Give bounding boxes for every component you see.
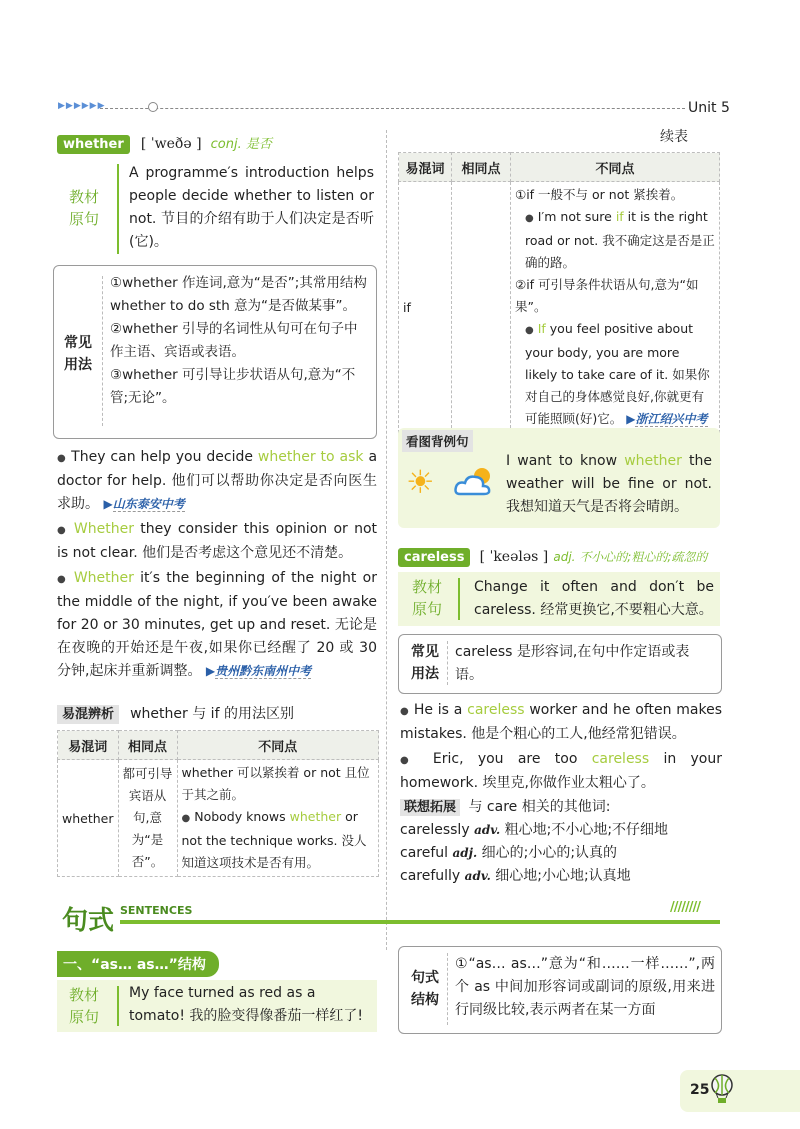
source-marker	[117, 986, 119, 1026]
source-label: 教材 原句	[69, 986, 100, 1026]
source-sentence: Change it often and don′t be careless. 经常更换它,不要粗心大意。	[474, 579, 714, 618]
structure-label: 句式 结构	[411, 970, 439, 1008]
table-header: 易混词	[399, 153, 452, 182]
source-tag: ▶贵州黔东南州中考	[205, 664, 312, 678]
cell-word: if	[399, 182, 452, 433]
table-row	[58, 760, 379, 877]
continued-label: 续表	[660, 129, 688, 145]
careless-entry	[398, 546, 723, 565]
usage-text: ①whether 作连词,意为“是否”;其常用结构 whether to do sth 意为“是否做某事”。 ②whether 引导的名词性从句可在句子中作主语、宾语或表语。 ③whether 可引导让步状语从句,意为“不管;无论”。	[110, 275, 367, 406]
expand-title: 与 care 相关的其他词:	[468, 799, 611, 815]
table-header: 不同点	[177, 731, 379, 760]
structure-text: ①“as… as…”意为“和……一样……”,两个 as 中间加形容词或副词的原级,用来进行同级比较,表示两者在某一方面	[455, 956, 715, 1018]
list-item: careful adj. 细心的;小心的;认真的	[400, 845, 618, 861]
sentences-stripes: ////////	[670, 900, 700, 915]
cell-diff: ①if 一般不与 or not 紧挨着。 ● I′m not sure if it is the right road or not. 我不确定这是否是正确的路。 ②if 可引导条件状语从句,意为“如果”。 ● If you feel positive about your body, you are more likely to take care of it. 如果你对自己的身体感觉良好,你就更有可能照顾(好)它。 ▶浙江绍兴中考	[511, 182, 720, 433]
usage-text: careless 是形容词,在句中作定语或表语。	[455, 644, 690, 683]
source-marker	[458, 578, 460, 620]
table-row	[399, 182, 720, 433]
table-header: 易混词	[58, 731, 119, 760]
usage-label: 常见 用法	[411, 644, 439, 682]
source-tag: ▶山东泰安中考	[103, 497, 185, 511]
source-label: 教材 原句	[69, 188, 100, 228]
source-sentence: My face turned as red as a tomato! 我的脸变得像番茄一样红了!	[129, 985, 364, 1024]
structure-divider	[447, 953, 448, 1025]
pos-meaning: adj. 不小心的;粗心的;疏忽的	[553, 550, 708, 564]
source-tag: ▶浙江绍兴中考	[626, 412, 708, 426]
usage-divider	[447, 641, 448, 685]
usage-divider	[102, 276, 103, 426]
partly-cloudy-icon	[452, 464, 496, 502]
picture-sentence: I want to know whether the weather will be fine or not. 我想知道天气是否将会晴朗。	[506, 453, 712, 515]
table-header-row	[399, 153, 720, 182]
picture-example-box	[398, 428, 720, 528]
header-line	[100, 108, 685, 109]
example-item: ● Eric, you are too careless in your homework. 埃里克,你做作业太粗心了。	[400, 751, 722, 791]
example-item: ● Whether it′s the beginning of the night or the middle of the night, if you′ve been awake for 20 or 30 minutes, get up and reset. 无论是在夜晚的开始还是午夜,如果你已经醒了 20 或 30 分钟,起床并重新调整。 ▶贵州黔东南州中考	[57, 570, 378, 679]
source-marker	[117, 164, 119, 254]
word-badge-careless: careless	[398, 548, 470, 567]
cell-word: whether	[58, 760, 119, 877]
sentences-title-en: SENTENCES	[120, 904, 193, 917]
word-badge-whether: whether	[57, 135, 130, 154]
structure-box	[398, 946, 722, 1034]
source-block-whether	[57, 158, 377, 262]
table-header-row	[58, 731, 379, 760]
expand-label: 联想拓展	[400, 799, 460, 816]
confuse-title: whether 与 if 的用法区别	[130, 706, 294, 722]
confuse-heading	[57, 703, 377, 723]
careless-examples	[400, 699, 722, 795]
sentence-subtitle: 一、“as… as…”结构	[57, 951, 219, 977]
confuse-table	[57, 730, 379, 877]
source-block-careless	[398, 572, 720, 626]
header-dot	[148, 102, 158, 112]
sentences-heading	[56, 898, 722, 938]
sun-icon: ☀	[406, 463, 435, 501]
sentences-title: 句式	[62, 906, 115, 936]
expand-section	[400, 796, 722, 888]
phonetic: [ ˈweðə ]	[140, 136, 202, 152]
usage-label: 常见 用法	[64, 335, 92, 373]
usage-box-whether	[53, 265, 377, 439]
picture-label: 看图背例句	[402, 430, 473, 452]
table-header: 不同点	[511, 153, 720, 182]
source-label: 教材 原句	[412, 578, 443, 618]
table-header: 相同点	[452, 153, 511, 182]
cell-same	[452, 182, 511, 433]
sentences-rule	[120, 920, 720, 924]
example-item: ● They can help you decide whether to ask a doctor for help. 他们可以帮助你决定是否向医生求助。 ▶山东泰安中考	[57, 449, 378, 512]
header-arrows: ▶▶▶▶▶▶	[58, 101, 106, 111]
cell-diff: whether 可以紧挨着 or not 且位于其之前。 ● Nobody knows whether or not the technique works. 没人知道这项技术是否有用。	[177, 760, 379, 877]
column-divider	[386, 130, 387, 950]
whether-examples	[57, 446, 377, 683]
whether-entry	[57, 133, 387, 152]
list-item: carefully adv. 细心地;小心地;认真地	[400, 868, 631, 884]
unit-label: Unit 5	[688, 100, 730, 116]
source-sentence: A programme′s introduction helps people decide whether to listen or not. 节目的介绍有助于人们决定是否听(它)。	[129, 165, 374, 250]
page-number: 25	[690, 1082, 710, 1098]
example-item: ● He is a careless worker and he often makes mistakes. 他是个粗心的工人,他经常犯错误。	[400, 702, 723, 742]
example-item: ● Whether they consider this opinion or not is not clear. 他们是否考虑这个意见还不清楚。	[57, 521, 377, 561]
source-block-sentence	[57, 980, 377, 1032]
list-item: carelessly adv. 粗心地;不小心地;不仔细地	[400, 822, 669, 838]
if-table	[398, 152, 720, 433]
cell-same: 都可引导宾语从句,意为“是否”。	[118, 760, 177, 877]
table-header: 相同点	[118, 731, 177, 760]
phonetic: [ ˈkeələs ]	[479, 549, 549, 565]
balloon-icon	[710, 1074, 734, 1108]
confuse-label: 易混辨析	[57, 705, 119, 724]
usage-box-careless	[398, 634, 722, 694]
pos-meaning: conj. 是否	[210, 137, 272, 152]
